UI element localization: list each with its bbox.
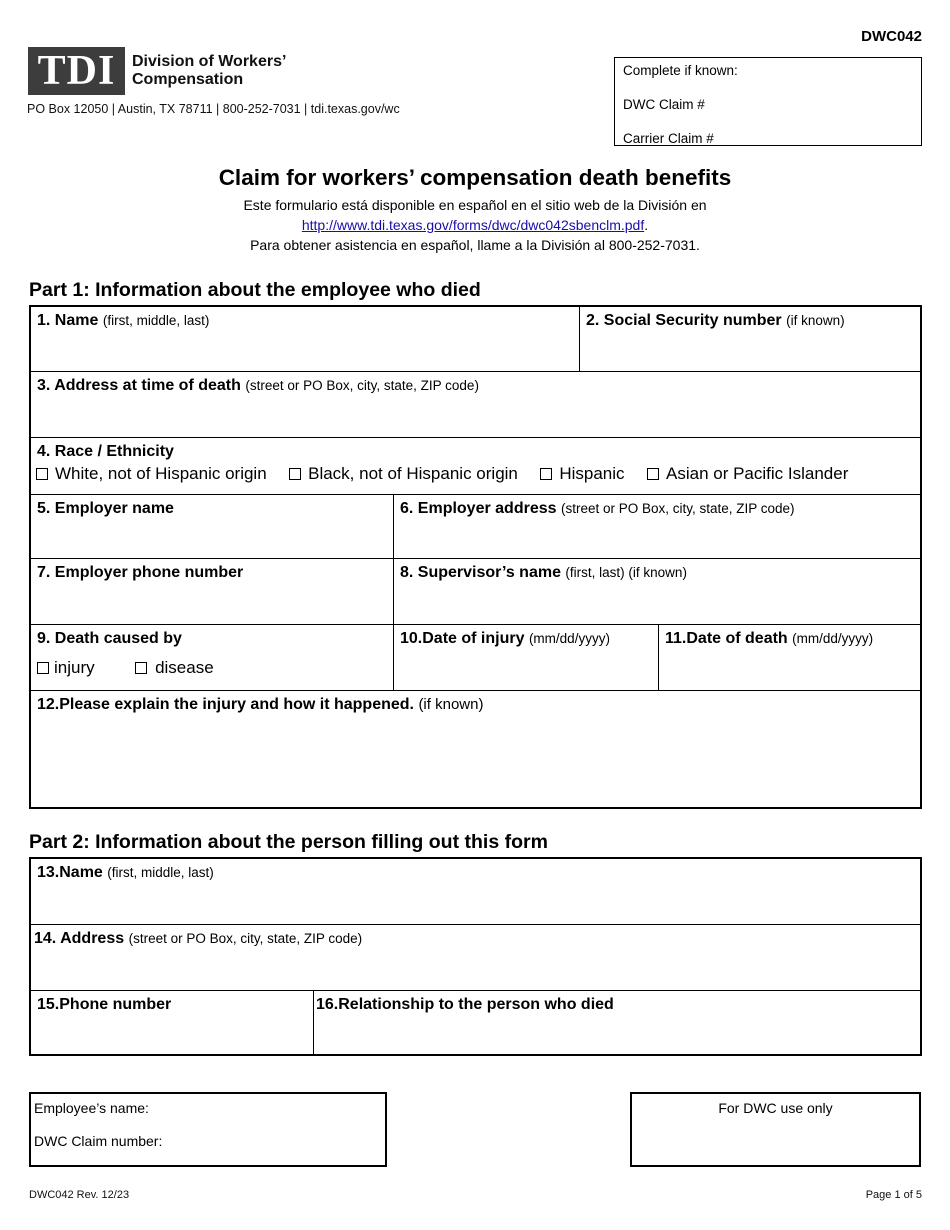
field-2-hint: (if known) — [786, 313, 845, 328]
cause-option-label: disease — [155, 658, 214, 677]
field-11-date-of-death[interactable] — [659, 625, 920, 691]
race-option-hispanic[interactable] — [540, 464, 624, 483]
field-12-hint: (if known) — [418, 696, 484, 713]
field-13-name[interactable] — [31, 859, 920, 925]
race-options — [36, 464, 914, 484]
contact-info: PO Box 12050 | Austin, TX 78711 | 800-252-7031 | tdi.texas.gov/wc — [27, 102, 400, 116]
carrier-claim-field[interactable]: Carrier Claim # — [623, 131, 714, 146]
cause-option-disease[interactable] — [135, 658, 214, 677]
field-12-injury-explanation[interactable] — [31, 691, 920, 807]
race-option-label: Hispanic — [559, 464, 625, 483]
field-14-label: 14. Address — [34, 930, 125, 947]
field-9-death-cause — [31, 625, 394, 691]
field-14-hint: (street or PO Box, city, state, ZIP code) — [128, 931, 363, 946]
field-11-label: 11.Date of death — [665, 630, 788, 647]
part1-heading: Part 1: Information about the employee who died — [29, 279, 481, 301]
checkbox-icon[interactable] — [135, 662, 147, 674]
race-option-white[interactable] — [36, 464, 267, 483]
field-5-label: 5. Employer name — [37, 500, 174, 517]
footer-page-number: Page 1 of 5 — [865, 1189, 922, 1201]
field-16-label: 16.Relationship to the person who died — [316, 996, 614, 1013]
field-3-label: 3. Address at time of death — [37, 377, 241, 394]
field-10-label: 10.Date of injury — [400, 630, 525, 647]
field-9-label: 9. Death caused by — [37, 630, 182, 647]
checkbox-icon[interactable] — [289, 468, 301, 480]
form-code: DWC042 — [861, 28, 922, 45]
cause-option-injury[interactable] — [37, 658, 95, 677]
division-name-line2: Compensation — [132, 71, 244, 88]
employee-name-field[interactable]: Employee’s name: — [34, 1100, 149, 1116]
field-7-employer-phone[interactable] — [31, 559, 394, 625]
field-6-hint: (street or PO Box, city, state, ZIP code) — [560, 501, 795, 516]
dwc-claim-field[interactable]: DWC Claim # — [623, 97, 705, 112]
dwc-use-only-box — [630, 1092, 921, 1167]
field-2-label: 2. Social Security number — [586, 312, 782, 329]
field-16-relationship[interactable] — [314, 991, 920, 1054]
checkbox-icon[interactable] — [647, 468, 659, 480]
field-1-hint: (first, middle, last) — [102, 313, 210, 328]
footer-revision: DWC042 Rev. 12/23 — [29, 1189, 130, 1201]
field-4-race — [31, 438, 920, 495]
field-6-label: 6. Employer address — [400, 500, 557, 517]
dwc-claim-number-field[interactable]: DWC Claim number: — [34, 1133, 163, 1149]
field-8-supervisor-name[interactable] — [394, 559, 920, 625]
checkbox-icon[interactable] — [36, 468, 48, 480]
division-name — [132, 53, 286, 89]
tdi-logo-mark: TDI — [28, 47, 125, 95]
field-13-label: 13.Name — [37, 864, 103, 881]
field-1-name[interactable] — [31, 307, 580, 372]
field-7-label: 7. Employer phone number — [37, 564, 244, 581]
field-15-label: 15.Phone number — [37, 996, 172, 1013]
checkbox-icon[interactable] — [540, 468, 552, 480]
field-8-label: 8. Supervisor’s name — [400, 564, 561, 581]
spanish-notice-line3: Para obtener asistencia en español, llame a la División al 800-252-7031. — [250, 237, 700, 253]
spanish-form-link[interactable]: http://www.tdi.texas.gov/forms/dwc/dwc042sbenclm.pdf — [301, 217, 645, 233]
known-title: Complete if known: — [623, 63, 738, 78]
field-12-label: 12.Please explain the injury and how it happened. — [37, 696, 414, 713]
field-11-hint: (mm/dd/yyyy) — [792, 631, 874, 646]
spanish-notice-line1: Este formulario está disponible en español en el sitio web de la División en — [243, 197, 707, 213]
complete-if-known-box — [614, 57, 922, 146]
field-13-hint: (first, middle, last) — [107, 865, 214, 880]
field-3-hint: (street or PO Box, city, state, ZIP code) — [245, 378, 479, 393]
spanish-notice-line2 — [0, 217, 950, 233]
checkbox-icon[interactable] — [37, 662, 49, 674]
field-10-date-of-injury[interactable] — [394, 625, 659, 691]
division-name-line1: Division of Workers’ — [132, 53, 287, 70]
link-suffix: . — [644, 217, 649, 233]
field-5-employer-name[interactable] — [31, 495, 394, 559]
field-10-hint: (mm/dd/yyyy) — [528, 631, 610, 646]
part1-table — [29, 305, 922, 809]
race-option-black[interactable] — [289, 464, 518, 483]
part2-table — [29, 857, 922, 1056]
field-4-label: 4. Race / Ethnicity — [37, 443, 174, 460]
field-15-phone[interactable] — [31, 991, 314, 1054]
part2-heading: Part 2: Information about the person filling out this form — [29, 831, 548, 853]
tdi-logo — [28, 47, 286, 95]
form-title: Claim for workers’ compensation death benefits — [218, 165, 732, 190]
race-option-label: Asian or Pacific Islander — [666, 464, 849, 483]
field-3-address[interactable] — [31, 372, 920, 438]
employee-info-box — [29, 1092, 387, 1167]
field-6-employer-address[interactable] — [394, 495, 920, 559]
race-option-label: Black, not of Hispanic origin — [308, 464, 518, 483]
field-8-hint: (first, last) (if known) — [565, 565, 687, 580]
field-1-label: 1. Name — [37, 312, 99, 329]
cause-option-label: injury — [54, 658, 95, 677]
field-2-ssn[interactable] — [580, 307, 920, 372]
race-option-asian[interactable] — [647, 464, 848, 483]
cause-options — [37, 658, 387, 678]
field-14-address[interactable] — [31, 925, 920, 991]
race-option-label: White, not of Hispanic origin — [55, 464, 267, 483]
dwc-use-only-label: For DWC use only — [718, 1100, 833, 1116]
